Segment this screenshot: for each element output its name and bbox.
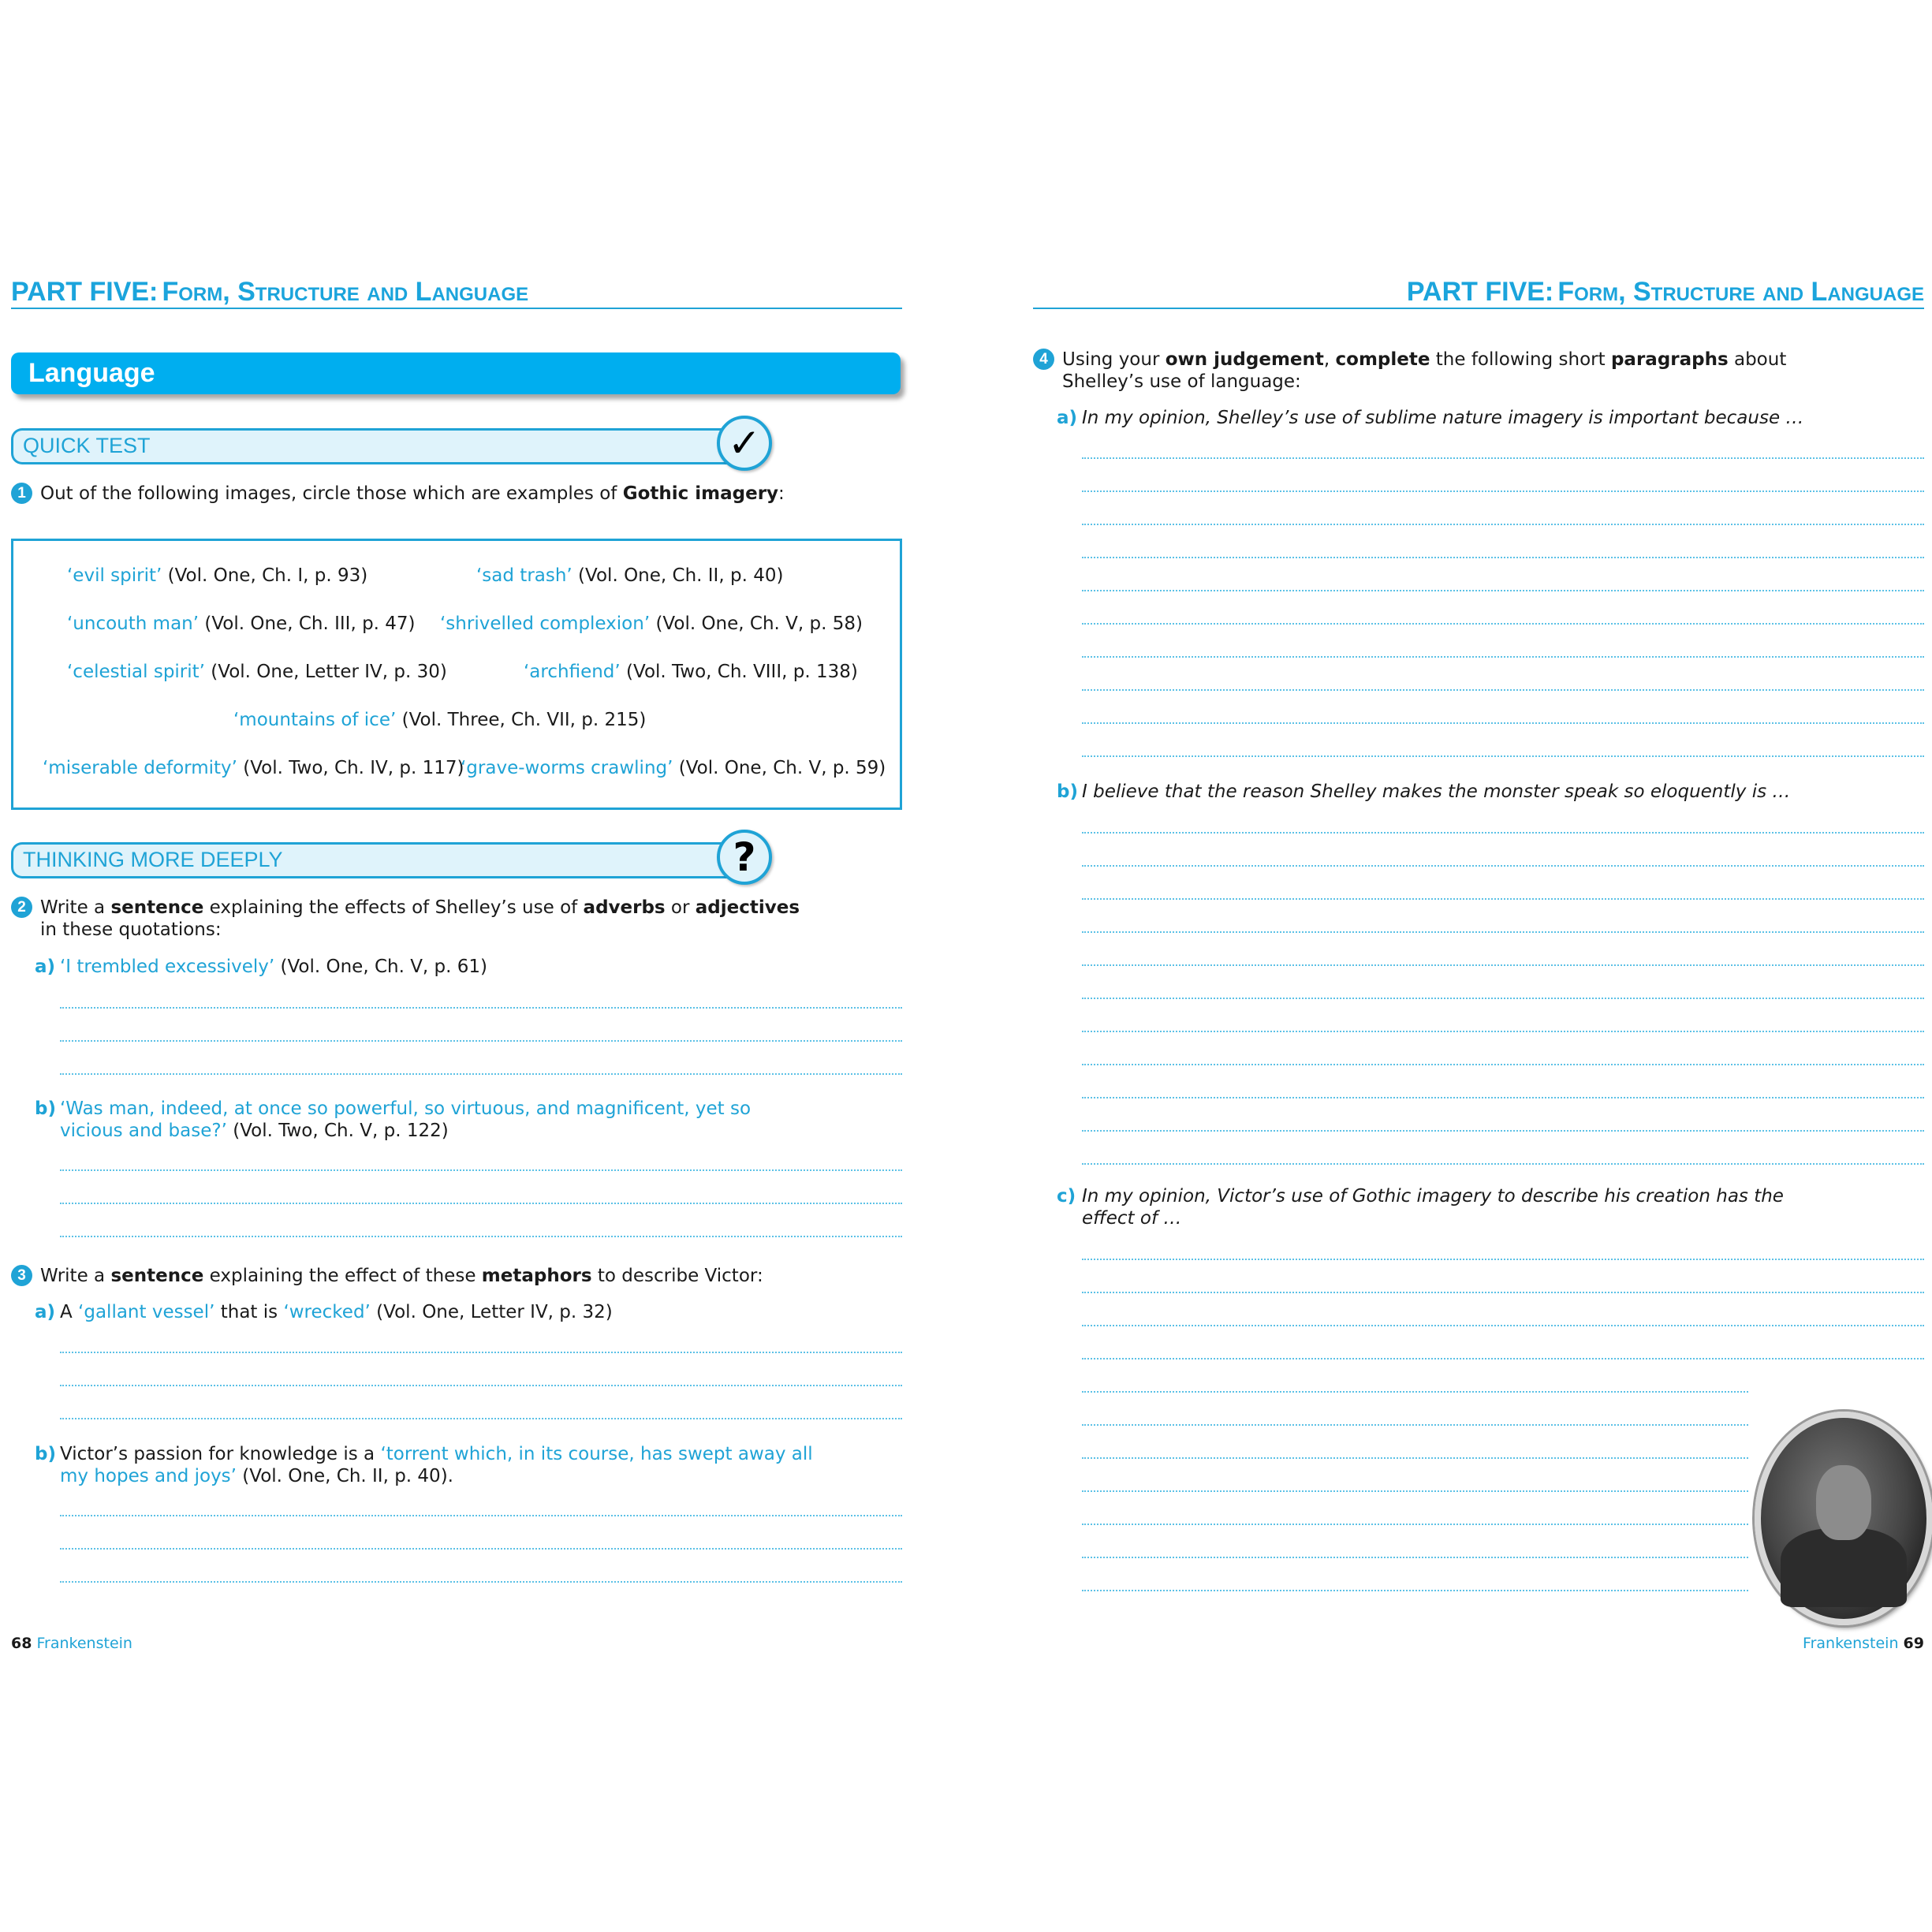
image-entry — [67, 661, 447, 683]
answer-line[interactable] — [1082, 832, 1924, 834]
q4-t4: complete — [1335, 349, 1430, 370]
answer-line[interactable] — [1082, 1457, 1748, 1459]
answer-line[interactable] — [60, 1581, 902, 1583]
image-quote: ‘archfiend’ — [524, 662, 621, 682]
answer-line[interactable] — [1082, 1130, 1924, 1132]
q4b-label: b) — [1057, 781, 1078, 802]
answer-line[interactable] — [60, 1203, 902, 1204]
left-page — [11, 0, 902, 1932]
image-entry — [461, 757, 886, 779]
monster-portrait — [1755, 1412, 1932, 1625]
question-number-1: 1 — [11, 483, 32, 504]
q4-t2: own judgement — [1165, 349, 1324, 370]
thinking-more-deeply-banner — [11, 842, 739, 878]
check-icon: ✓ — [717, 416, 772, 471]
q2a-quote: ‘I trembled excessively’ — [60, 957, 275, 977]
q1-text-a: Out of the following images, circle those which are examples of — [40, 483, 623, 504]
image-ref: (Vol. Two, Ch. VIII, p. 138) — [620, 662, 858, 682]
q3-t4: metaphors — [481, 1266, 592, 1286]
q4b-text: I believe that the reason Shelley makes the monster speak so eloquently is … — [1082, 781, 1791, 802]
q4-t5: the following short — [1430, 349, 1611, 370]
question-number-2: 2 — [11, 897, 32, 918]
q3b-quote-2: my hopes and joys’ — [60, 1466, 237, 1486]
q2b-label: b) — [35, 1098, 56, 1119]
question-number-4: 4 — [1033, 349, 1054, 370]
answer-line[interactable] — [1082, 623, 1924, 625]
answer-line[interactable] — [60, 1236, 902, 1237]
answer-line[interactable] — [60, 1169, 902, 1171]
answer-line[interactable] — [1082, 457, 1924, 459]
images-box — [11, 539, 902, 810]
left-page-header — [11, 276, 902, 309]
portrait-coat — [1781, 1528, 1907, 1607]
right-footer — [1803, 1635, 1924, 1652]
q3a-text — [60, 1301, 613, 1323]
thinking-label: THINKING MORE DEEPLY — [23, 848, 283, 871]
question-icon: ? — [717, 830, 772, 885]
q2b-text — [60, 1098, 751, 1142]
answer-line[interactable] — [1082, 656, 1924, 658]
image-quote: ‘mountains of ice’ — [233, 710, 397, 730]
answer-line[interactable] — [1082, 1590, 1748, 1591]
answer-line[interactable] — [1082, 490, 1924, 492]
answer-line[interactable] — [60, 1418, 902, 1419]
image-ref: (Vol. One, Ch. II, p. 40) — [572, 565, 784, 586]
q4c-label: c) — [1057, 1186, 1076, 1207]
section-title: Language — [28, 358, 155, 388]
book-title: Frankenstein — [36, 1635, 132, 1652]
right-page-header — [1033, 276, 1924, 309]
answer-line[interactable] — [1082, 1097, 1924, 1098]
image-ref: (Vol. One, Ch. III, p. 47) — [199, 614, 416, 634]
q4-t3: , — [1323, 349, 1336, 370]
q2a-label: a) — [35, 957, 56, 977]
image-quote: ‘miserable deformity’ — [43, 758, 237, 778]
page-number: 68 — [11, 1635, 32, 1652]
q2a-ref: (Vol. One, Ch. V, p. 61) — [274, 957, 488, 977]
image-ref: (Vol. Three, Ch. VII, p. 215) — [396, 710, 647, 730]
image-ref: (Vol. One, Ch. I, p. 93) — [162, 565, 368, 586]
q3-t5: to describe Victor: — [591, 1266, 763, 1286]
q4a-label: a) — [1057, 408, 1078, 428]
answer-line[interactable] — [1082, 755, 1924, 757]
question-2-text — [40, 897, 800, 941]
answer-line[interactable] — [1082, 1424, 1748, 1426]
answer-line[interactable] — [60, 1352, 902, 1353]
question-1-text — [40, 483, 785, 505]
q3a-label: a) — [35, 1302, 56, 1322]
q2-t3: explaining the effects of Shelley’s use of — [203, 897, 584, 918]
image-ref: (Vol. Two, Ch. IV, p. 117) — [237, 758, 464, 778]
right-page — [1033, 0, 1924, 1932]
book-title: Frankenstein — [1803, 1635, 1899, 1652]
q2a-text — [60, 956, 487, 978]
answer-line[interactable] — [1082, 557, 1924, 558]
answer-line[interactable] — [1082, 1358, 1924, 1359]
q3-t1: Write a — [40, 1266, 111, 1286]
image-quote: ‘evil spirit’ — [67, 565, 162, 586]
answer-line[interactable] — [1082, 1557, 1748, 1558]
header-prefix: PART FIVE: — [11, 277, 159, 307]
question-4-text — [1062, 349, 1786, 393]
answer-line[interactable] — [1082, 524, 1924, 525]
answer-line[interactable] — [1082, 865, 1924, 867]
image-entry — [67, 613, 416, 635]
header-title: Form, Structure and Language — [162, 277, 529, 307]
image-quote: ‘celestial spirit’ — [67, 662, 205, 682]
answer-line[interactable] — [1082, 1031, 1924, 1032]
q4c-text — [1082, 1185, 1784, 1229]
question-number-3: 3 — [11, 1265, 32, 1286]
answer-line[interactable] — [1082, 1163, 1924, 1165]
answer-line[interactable] — [1082, 1524, 1748, 1525]
q3b-pre: Victor’s passion for knowledge is a — [60, 1444, 381, 1464]
image-entry — [67, 565, 367, 587]
q4a-text: In my opinion, Shelley’s use of sublime nature imagery is important because … — [1082, 408, 1804, 428]
q3a-mid: that is — [214, 1302, 284, 1322]
q2-t4: adverbs — [583, 897, 666, 918]
answer-line[interactable] — [1082, 590, 1924, 591]
q3b-label: b) — [35, 1444, 56, 1464]
answer-line[interactable] — [1082, 1064, 1924, 1065]
answer-line[interactable] — [60, 1007, 902, 1009]
page-number: 69 — [1903, 1635, 1924, 1652]
answer-line[interactable] — [60, 1515, 902, 1516]
q4-t8: Shelley’s use of language: — [1062, 371, 1301, 392]
answer-line[interactable] — [60, 1385, 902, 1386]
image-entry — [440, 613, 863, 635]
q4-t6: paragraphs — [1610, 349, 1729, 370]
image-entry — [524, 661, 858, 683]
q3a-quote-2: ‘wrecked’ — [283, 1302, 371, 1322]
header-prefix: PART FIVE: — [1406, 277, 1554, 307]
answer-line[interactable] — [60, 1548, 902, 1550]
portrait-face — [1816, 1465, 1871, 1540]
answer-line[interactable] — [1082, 931, 1924, 933]
q2b-quote-2: vicious and base?’ — [60, 1121, 227, 1141]
section-title-bar — [11, 352, 901, 394]
image-ref: (Vol. One, Ch. V, p. 58) — [650, 614, 863, 634]
image-quote: ‘grave-worms crawling’ — [461, 758, 673, 778]
quick-test-banner — [11, 428, 739, 464]
left-footer — [11, 1635, 132, 1652]
q2b-ref: (Vol. Two, Ch. V, p. 122) — [226, 1121, 449, 1141]
image-entry — [43, 757, 464, 779]
answer-line[interactable] — [1082, 1325, 1924, 1326]
q3b-ref: (Vol. One, Ch. II, p. 40). — [236, 1466, 453, 1486]
image-quote: ‘uncouth man’ — [67, 614, 200, 634]
question-3-text — [40, 1265, 763, 1287]
q2-t7: in these quotations: — [40, 919, 222, 940]
image-quote: ‘shrivelled complexion’ — [440, 614, 651, 634]
answer-line[interactable] — [1082, 1391, 1748, 1393]
q3a-quote-1: ‘gallant vessel’ — [78, 1302, 215, 1322]
q2-t6: adjectives — [695, 897, 800, 918]
answer-line[interactable] — [1082, 998, 1924, 999]
q2-t1: Write a — [40, 897, 111, 918]
q3a-ref: (Vol. One, Letter IV, p. 32) — [370, 1302, 613, 1322]
image-entry — [476, 565, 783, 587]
q3b-text — [60, 1443, 813, 1487]
q3-t2: sentence — [110, 1266, 204, 1286]
q2b-quote-1: ‘Was man, indeed, at once so powerful, so virtuous, and magnificent, yet so — [60, 1098, 752, 1119]
answer-line[interactable] — [1082, 1292, 1924, 1293]
image-quote: ‘sad trash’ — [476, 565, 573, 586]
q3a-pre: A — [60, 1302, 79, 1322]
answer-line[interactable] — [1082, 1490, 1748, 1492]
header-title: Form, Structure and Language — [1557, 277, 1924, 307]
q4-t7: about — [1728, 349, 1787, 370]
answer-line[interactable] — [1082, 689, 1924, 691]
answer-line[interactable] — [1082, 1259, 1924, 1260]
answer-line[interactable] — [1082, 964, 1924, 966]
q2-t5: or — [665, 897, 696, 918]
q2-t2: sentence — [110, 897, 204, 918]
q3b-quote-1: ‘torrent which, in its course, has swept away all — [380, 1444, 813, 1464]
answer-line[interactable] — [60, 1073, 902, 1075]
q3-t3: explaining the effect of these — [203, 1266, 482, 1286]
quick-test-label: QUICK TEST — [23, 434, 151, 457]
q4c-text-2: effect of … — [1082, 1208, 1182, 1229]
image-ref: (Vol. One, Ch. V, p. 59) — [673, 758, 886, 778]
answer-line[interactable] — [1082, 898, 1924, 900]
q1-text-b: Gothic imagery — [622, 483, 779, 504]
q1-text-c: : — [778, 483, 785, 504]
image-entry — [233, 709, 646, 731]
answer-line[interactable] — [1082, 722, 1924, 724]
q4-t1: Using your — [1062, 349, 1166, 370]
q4c-text-1: In my opinion, Victor’s use of Gothic imagery to describe his creation has the — [1082, 1186, 1784, 1207]
image-ref: (Vol. One, Letter IV, p. 30) — [204, 662, 447, 682]
answer-line[interactable] — [60, 1040, 902, 1042]
